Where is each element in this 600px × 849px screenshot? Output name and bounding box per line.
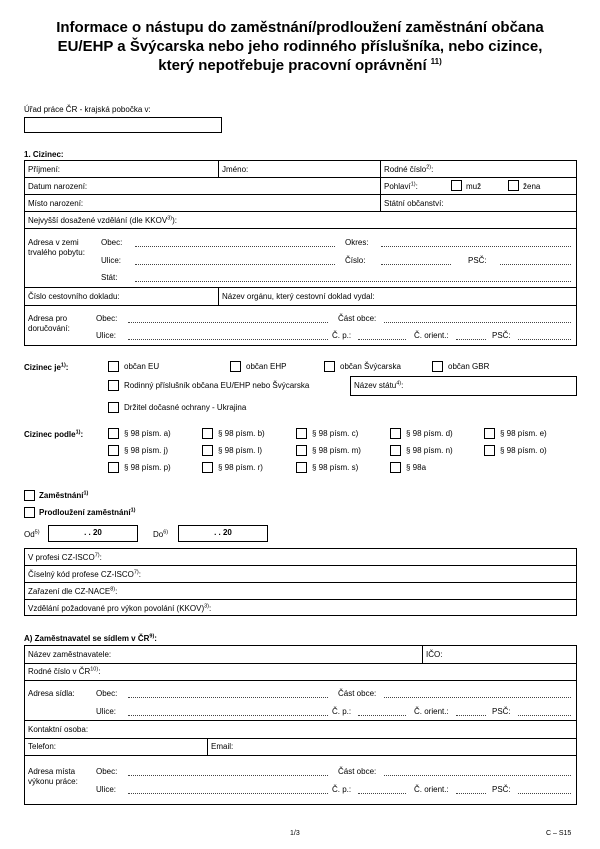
dor-corient-line[interactable] <box>456 339 486 340</box>
dor-ulice-label: Ulice: <box>96 331 117 340</box>
od-date-field[interactable]: . . 20 <box>48 525 138 542</box>
row-line <box>24 755 577 756</box>
par-r-label: § 98 písm. r) <box>218 463 263 472</box>
sidlo-psc-line[interactable] <box>518 715 571 716</box>
nace-label: Zařazení dle CZ-NACE$^{8)}$: <box>28 586 118 596</box>
row-line <box>24 305 577 306</box>
par-o-checkbox[interactable] <box>484 445 495 456</box>
ref: 1) <box>60 362 66 369</box>
dor-corient-label: Č. orient.: <box>414 331 449 340</box>
jmeno-label: Jméno: <box>222 165 249 174</box>
misto-obec-line[interactable] <box>128 775 328 776</box>
par-n-checkbox[interactable] <box>390 445 401 456</box>
psc-label: PSČ: <box>468 256 487 265</box>
ref: 1) <box>410 181 416 188</box>
misto-cast-obce-line[interactable] <box>384 775 571 776</box>
ref: 1) <box>83 490 89 497</box>
misto-cp-line[interactable] <box>358 793 406 794</box>
vzdelani-pozadovane-text: Vzdělání požadované pro výkon povolání (KKOV) <box>28 604 205 613</box>
prodlouzeni-label <box>39 507 135 518</box>
dor-cast-obce-label: Část obce: <box>338 314 377 323</box>
par-a-label: § 98 písm. a) <box>124 429 171 438</box>
nazev-statu-label: Název státu$^{4)}$: <box>354 380 404 390</box>
col-line <box>218 160 219 177</box>
adresa-zemi-label-1: Adresa v zemi <box>28 238 79 247</box>
row-line <box>24 599 577 600</box>
cestovni-doklad-label: Číslo cestovního dokladu: <box>28 292 120 301</box>
par-j-label: § 98 písm. j) <box>124 446 169 455</box>
row-line <box>24 228 577 229</box>
ref: 4) <box>396 380 402 387</box>
okres-label: Okres: <box>345 238 369 247</box>
kod-profese-label: Číselný kód profese CZ-ISCO$^{7)}$: <box>28 569 141 579</box>
zamestnani-text: Zaměstnání <box>39 491 84 500</box>
sidlo-corient-line[interactable] <box>456 715 486 716</box>
dor-cp-label: Č. p.: <box>332 331 352 340</box>
pohlavi-label: Pohlaví$^{1)}$: <box>384 181 418 191</box>
sidlo-cp-line[interactable] <box>358 715 406 716</box>
par-s-label: § 98 písm. s) <box>312 463 359 472</box>
zamestnani-label <box>39 490 88 501</box>
misto-psc-line[interactable] <box>518 793 571 794</box>
col-line <box>207 738 208 755</box>
rodne-cislo-label: Rodné číslo$^{2)}$: <box>384 164 434 174</box>
col-line <box>422 645 423 663</box>
par-e-checkbox[interactable] <box>484 428 495 439</box>
employer-box <box>24 645 577 805</box>
title-ref: 11) <box>430 57 442 66</box>
cizinec-je-text: Cizinec je <box>24 363 61 372</box>
row-line <box>24 720 577 721</box>
cizinec-podle-label: Cizinec podle$^{1)}$: <box>24 429 84 439</box>
misto-corient-line[interactable] <box>456 793 486 794</box>
par-l-checkbox[interactable] <box>202 445 213 456</box>
row-line <box>24 565 577 566</box>
dorucovani-label-1: Adresa pro <box>28 314 68 323</box>
form-code: C – S15 <box>546 830 572 837</box>
row-line <box>24 287 577 288</box>
ref: 7) <box>133 569 139 576</box>
ref: 1) <box>130 507 136 514</box>
cizinec-podle-text: Cizinec podle <box>24 430 76 439</box>
ref: 1) <box>75 429 81 436</box>
ulice-line[interactable] <box>135 264 335 265</box>
obcan-gbr-checkbox[interactable] <box>432 361 443 372</box>
ref: 10) <box>90 666 99 673</box>
par-b-checkbox[interactable] <box>202 428 213 439</box>
par-c-label: § 98 písm. c) <box>312 429 359 438</box>
title-line-2: EU/EHP a Švýcarska nebo jeho rodinného příslušníka, nebo cizince, <box>57 38 543 55</box>
obcanstvi-label: Státní občanství: <box>384 199 444 208</box>
sidlo-psc-label: PSČ: <box>492 707 511 716</box>
zena-checkbox[interactable] <box>508 180 519 191</box>
do-text: Do <box>153 530 164 539</box>
do-date-field[interactable]: . . 20 <box>178 525 268 542</box>
kontaktni-osoba-label: Kontaktní osoba: <box>28 725 89 734</box>
employer-heading-text: A) Zaměstnavatel se sídlem v ČR <box>24 634 150 643</box>
par-c-checkbox[interactable] <box>296 428 307 439</box>
par-r-checkbox[interactable] <box>202 462 213 473</box>
dor-cp-line[interactable] <box>358 339 406 340</box>
dor-obec-label: Obec: <box>96 314 118 323</box>
rodinny-checkbox[interactable] <box>108 380 119 391</box>
dor-psc-line[interactable] <box>518 339 571 340</box>
nazev-zamestnavatele-label: Název zaměstnavatele: <box>28 650 112 659</box>
sidlo-cp-label: Č. p.: <box>332 707 352 716</box>
row-line <box>24 738 577 739</box>
par-s-checkbox[interactable] <box>296 462 307 473</box>
office-label: Úřad práce ČR - krajská pobočka v: <box>24 105 151 114</box>
vzdelani-text: Nejvyšší dosažené vzdělání (dle KKOV <box>28 216 168 225</box>
par-m-label: § 98 písm. m) <box>312 446 361 455</box>
par-m-checkbox[interactable] <box>296 445 307 456</box>
datum-narozeni-label: Datum narození: <box>28 182 88 191</box>
ref: 3) <box>204 603 209 610</box>
drzitel-label: Držitel dočasné ochrany - Ukrajina <box>124 403 247 412</box>
misto-cp-label: Č. p.: <box>332 785 352 794</box>
cislo-line[interactable] <box>381 264 451 265</box>
misto-psc-label: PSČ: <box>492 785 511 794</box>
cizinec-je-label: Cizinec $je^{1)}$: <box>24 362 69 372</box>
misto-vykonu-label-1: Adresa místa <box>28 767 76 776</box>
rodne-cislo-text: Rodné číslo <box>384 165 427 174</box>
par-p-label: § 98 písm. p) <box>124 463 171 472</box>
col-line <box>218 287 219 305</box>
obcan-svycarska-checkbox[interactable] <box>324 361 335 372</box>
obcan-eu-checkbox[interactable] <box>108 361 119 372</box>
vzdelani-end: ): <box>172 216 177 225</box>
prodlouzeni-text: Prodloužení zaměstnání <box>39 508 131 517</box>
vzdelani-label <box>28 216 177 226</box>
form-title <box>20 18 580 75</box>
sidlo-obec-line[interactable] <box>128 697 328 698</box>
col-line <box>380 160 381 211</box>
page-number: 1/3 <box>290 830 300 837</box>
pohlavi-text: Pohlaví <box>384 182 411 191</box>
v-profesi-text: V profesi CZ-ISCO <box>28 553 95 562</box>
kod-profese-text: Číselný kód profese CZ-ISCO <box>28 570 134 579</box>
office-input[interactable] <box>24 117 222 133</box>
nazev-statu-text: Název státu <box>354 381 397 390</box>
ulice-label: Ulice: <box>101 256 122 265</box>
telefon-label: Telefon: <box>28 742 57 751</box>
drzitel-checkbox[interactable] <box>108 402 119 413</box>
misto-ulice-line[interactable] <box>128 793 328 794</box>
stat-label: Stát: <box>101 273 118 282</box>
misto-cast-obce-label: Část obce: <box>338 767 377 776</box>
row-line <box>24 582 577 583</box>
ref: 6) <box>163 529 169 536</box>
obcan-svycarska-label: občan Švýcarska <box>340 362 401 371</box>
dor-ulice-line[interactable] <box>128 339 328 340</box>
misto-narozeni-label: Místo narození: <box>28 199 84 208</box>
row-line <box>24 177 577 178</box>
prodlouzeni-checkbox[interactable] <box>24 507 35 518</box>
obcan-ehp-label: občan EHP <box>246 362 287 371</box>
obec-line[interactable] <box>135 246 335 247</box>
vzdelani-pozadovane-label: Vzdělání požadované pro výkon povolání (KKOV)$^{3)}$: <box>28 603 212 613</box>
dorucovani-label-2: doručování: <box>28 324 70 333</box>
par-p-checkbox[interactable] <box>108 462 119 473</box>
muz-label: muž <box>466 182 482 191</box>
par-98a-checkbox[interactable] <box>390 462 401 473</box>
sidlo-cast-obce-label: Část obce: <box>338 689 377 698</box>
sidlo-ulice-line[interactable] <box>128 715 328 716</box>
obcan-gbr-label: občan GBR <box>448 362 490 371</box>
adresa-zemi-label-2: trvalého pobytu: <box>28 248 85 257</box>
cislo-label: Číslo: <box>345 256 366 265</box>
par-e-label: § 98 písm. e) <box>500 429 547 438</box>
row-line <box>24 680 577 681</box>
sidlo-corient-label: Č. orient.: <box>414 707 449 716</box>
par-a-checkbox[interactable] <box>108 428 119 439</box>
misto-vykonu-label-2: výkonu práce: <box>28 777 78 786</box>
par-98a-label: § 98a <box>406 463 427 472</box>
od-text: Od <box>24 530 35 539</box>
v-profesi-label: V profesi CZ-ISCO$^{7)}$: <box>28 552 102 562</box>
zamestnani-checkbox[interactable] <box>24 490 35 501</box>
email-label: Email: <box>211 742 234 751</box>
dor-cast-obce-line[interactable] <box>384 322 571 323</box>
sidlo-obec-label: Obec: <box>96 689 118 698</box>
ref: 7) <box>94 552 100 559</box>
obec-label: Obec: <box>101 238 123 247</box>
ico-label: IČO: <box>426 650 443 659</box>
rodinny-label: Rodinný příslušník občana EU/EHP nebo Švýcarska <box>124 381 310 390</box>
organ-doklad-label: Název orgánu, který cestovní doklad vydal: <box>222 292 375 301</box>
ref: 9) <box>149 633 155 640</box>
sidlo-ulice-label: Ulice: <box>96 707 117 716</box>
ref: 5) <box>34 529 40 536</box>
adresa-sidla-label: Adresa sídla: <box>28 689 75 698</box>
par-b-label: § 98 písm. b) <box>218 429 265 438</box>
ref: 8) <box>110 586 116 593</box>
par-n-label: § 98 písm. n) <box>406 446 453 455</box>
par-d-label: § 98 písm. d) <box>406 429 453 438</box>
stat-line[interactable] <box>135 281 571 282</box>
prijmeni-label: Příjmení: <box>28 165 61 174</box>
employer-heading: A) Zaměstnavatel se sídlem v ČR$^{9)}$: <box>24 633 157 643</box>
row-line <box>24 194 577 195</box>
dor-psc-label: PSČ: <box>492 331 511 340</box>
title-line-3: který nepotřebuje pracovní oprávnění <box>158 57 427 74</box>
muz-checkbox[interactable] <box>451 180 462 191</box>
misto-obec-label: Obec: <box>96 767 118 776</box>
par-o-label: § 98 písm. o) <box>500 446 547 455</box>
row-line <box>24 211 577 212</box>
od-label <box>24 530 40 540</box>
psc-line[interactable] <box>500 264 571 265</box>
misto-corient-label: Č. orient.: <box>414 785 449 794</box>
dor-obec-line[interactable] <box>128 322 328 323</box>
row-line <box>24 663 577 664</box>
section1-heading: 1. Cizinec: <box>24 150 64 159</box>
title-line-1: Informace o nástupu do zaměstnání/prodloužení zaměstnání občana <box>56 19 544 36</box>
obcan-ehp-checkbox[interactable] <box>230 361 241 372</box>
ref: 3) <box>167 215 173 222</box>
ref: 2) <box>426 164 432 171</box>
obcan-eu-label: občan EU <box>124 362 160 371</box>
sidlo-cast-obce-line[interactable] <box>384 697 571 698</box>
misto-ulice-label: Ulice: <box>96 785 117 794</box>
title-line-3-wrap <box>20 56 580 75</box>
par-j-checkbox[interactable] <box>108 445 119 456</box>
okres-line[interactable] <box>381 246 571 247</box>
par-d-checkbox[interactable] <box>390 428 401 439</box>
nace-text: Zařazení dle CZ-NACE <box>28 587 111 596</box>
emp-rodne-cislo-text: Rodné číslo v ČR <box>28 667 91 676</box>
emp-rodne-cislo-label: Rodné číslo v ČR$^{10)}$: <box>28 666 101 676</box>
par-l-label: § 98 písm. l) <box>218 446 263 455</box>
zena-label: žena <box>523 182 541 191</box>
do-label <box>153 530 168 540</box>
